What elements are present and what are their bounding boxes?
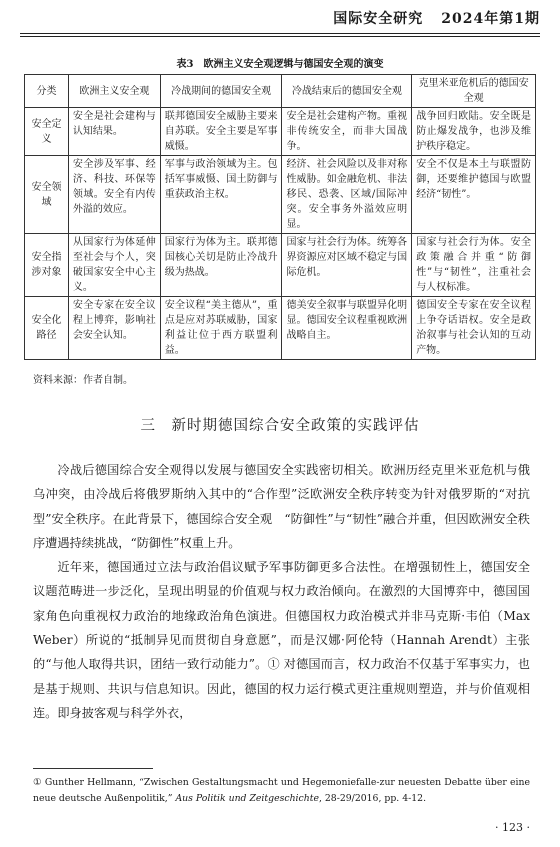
table-cell: 安全不仅是本土与联盟防御，还要维护德国与欧盟经济“韧性”。 xyxy=(412,156,536,234)
table-caption: 表3 欧洲主义安全观逻辑与德国安全观的演变 xyxy=(176,59,384,70)
footnote-marker: ① xyxy=(33,777,42,788)
comparison-table xyxy=(24,74,536,360)
footnote xyxy=(33,775,530,807)
table-cell: 联邦德国安全威胁主要来自苏联。安全主要是军事威慑。 xyxy=(160,108,282,156)
table-cell: 安全议程“美主德从”，重点是应对苏联威胁，国家利益让位于西方联盟利益。 xyxy=(160,297,282,360)
table-header-row xyxy=(25,75,536,108)
footnote-rule xyxy=(33,768,153,769)
paragraph: 近年来，德国通过立法与政治倡议赋予军事防御更多合法性。在增强韧性上，德国安全议题范畴进一步泛化，呈现出明显的价值观与权力政治倾向。在激烈的大国博弈中，德国国家角色向重视权力政治的地缘政治角色演进。但德国权力政治模式并非马克斯·韦伯（Max Weber）所说的“抵制异见而贯彻自身意愿”，而是汉娜·阿伦特（Hannah Arendt）主张的“与他人取得共识，团结一致行动能力”。① 对德国而言，权力政治不仅基于军事实力，也是基于规则、共识与信息知识。因此，德国的权力运行模式更注重规则塑造，并与价值观相连。即身披客观与科学外衣， xyxy=(33,560,530,720)
footnote-citation-end: , 28-29/2016, pp. 4-12. xyxy=(318,793,427,804)
section-heading: 三 新时期德国综合安全政策的实践评估 xyxy=(140,418,420,434)
table-cell: 经济、社会风险以及非对称性威胁。如金融危机、非法移民、恐袭、区域/国际冲突。安全事务外溢效应明显。 xyxy=(282,156,412,234)
paragraph: 冷战后德国综合安全观得以发展与德国安全实践密切相关。欧洲历经克里米亚危机与俄乌冲突，由冷战后将俄罗斯纳入其中的“合作型”泛欧洲安全秩序转变为针对俄罗斯的“对抗型”安全秩序。在此背景下，德国综合安全观 “防御性”与“韧性”融合并重，但因欧洲安全秩序遭遇持续挑战，“防御性”权重上升。 xyxy=(33,463,530,550)
issue-label: 2024年第1期 xyxy=(441,11,540,27)
header-rule-thin xyxy=(20,36,540,37)
page-number: · 123 · xyxy=(495,821,530,834)
table-source-note: 资料来源：作者自制。 xyxy=(33,375,133,386)
table-cell: 安全专家在安全议程上博弈，影响社会安全认知。 xyxy=(68,297,160,360)
column-header: 克里米亚危机后的德国安全观 xyxy=(412,75,536,108)
row-category: 安全化路径 xyxy=(25,297,69,360)
header-rule xyxy=(20,33,540,34)
row-category: 安全指涉对象 xyxy=(25,234,69,297)
table-cell: 安全涉及军事、经济、科技、环保等领域。安全有内传外溢的效应。 xyxy=(68,156,160,234)
row-category: 安全领域 xyxy=(25,156,69,234)
column-header: 欧洲主义安全观 xyxy=(68,75,160,108)
table-cell: 德美安全叙事与联盟异化明显。德国安全议程重视欧洲战略自主。 xyxy=(282,297,412,360)
journal-name: 国际安全研究 xyxy=(333,11,424,27)
table-cell: 从国家行为体延伸至社会与个人，突破国家安全中心主义。 xyxy=(68,234,160,297)
column-header: 分类 xyxy=(25,75,69,108)
table-cell: 战争回归欧陆。安全既是防止爆发战争，也涉及维护秩序稳定。 xyxy=(412,108,536,156)
table-cell: 安全是社会建构与认知结果。 xyxy=(68,108,160,156)
table-cell: 军事与政治领域为主。包括军事威慑、国土防御与重获政治主权。 xyxy=(160,156,282,234)
footnote-citation: Gunther Hellmann, “Zwischen Gestaltungsmacht und Hegemoniefalle-zur neuesten Debatte über eine neue deutsche Außenpolitik,” xyxy=(33,777,530,804)
table-cell: 国家与社会行为体。统筹各界资源应对区域不稳定与国际危机。 xyxy=(282,234,412,297)
table-cell: 德国安全专家在安全议程上争夺话语权。安全是政治叙事与社会认知的互动产物。 xyxy=(412,297,536,360)
table-row xyxy=(25,108,536,156)
running-header xyxy=(20,6,540,30)
column-header: 冷战结束后的德国安全观 xyxy=(282,75,412,108)
body-text xyxy=(33,458,530,725)
table-row xyxy=(25,156,536,234)
table-row xyxy=(25,234,536,297)
column-header: 冷战期间的德国安全观 xyxy=(160,75,282,108)
footnote-journal-title: Aus Politik und Zeitgeschichte xyxy=(175,793,319,804)
table-cell: 国家行为体为主。联邦德国核心关切是防止冷战升级为热战。 xyxy=(160,234,282,297)
table-row xyxy=(25,297,536,360)
table-cell: 安全是社会建构产物。重视非传统安全，而非大国战争。 xyxy=(282,108,412,156)
table-cell: 国家与社会行为体。安全政策融合并重“防御性”与“韧性”，注重社会与人权标准。 xyxy=(412,234,536,297)
row-category: 安全定义 xyxy=(25,108,69,156)
